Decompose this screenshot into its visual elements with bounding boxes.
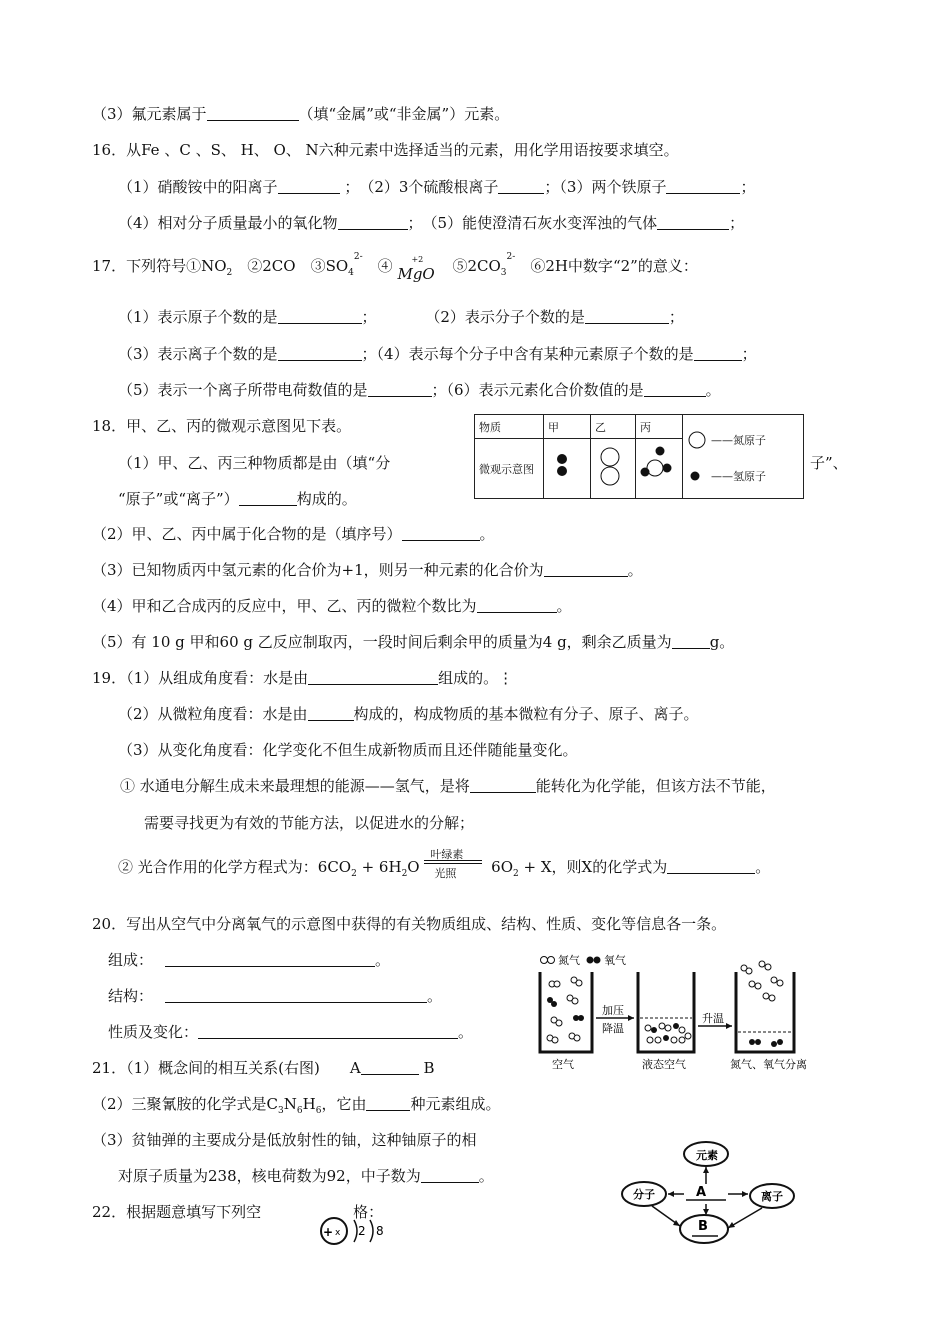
air-separation-figure: [530, 948, 820, 1072]
answer-blank[interactable]: [308, 705, 354, 721]
table-header: 丙: [636, 415, 683, 439]
q16-line1: （1）硝酸铵中的阳离子 ； （2）3个硫酸根离子 ；（3）两个铁原子 ；: [118, 178, 756, 196]
q18-line1b: “原子”或“离子”） 构成的。: [118, 490, 357, 508]
answer-blank[interactable]: [165, 954, 375, 967]
svg-text:B: B: [698, 1219, 708, 1234]
q15-part3: （3）氟元素属于 （填“金属”或“非金属”）元素。: [92, 105, 510, 123]
q18-line4: （4）甲和乙合成丙的反应中，甲、乙、丙的微粒个数比为 。: [92, 597, 572, 615]
table-header: 甲: [544, 415, 591, 439]
q17-line3: （5）表示一个离子所带电荷数值的是 ；（6）表示元素化合价数值的是 。: [118, 381, 721, 399]
answer-blank[interactable]: [368, 381, 432, 397]
answer-blank[interactable]: [672, 633, 710, 649]
answer-blank[interactable]: [278, 178, 340, 194]
q19-line6: ② 光合作用的化学方程式为：$6CO_2 + 6H_2O$ 叶绿素 光照 $6O_2 + X$，则X的化学式为 。: [118, 848, 771, 880]
table-header: 物质: [475, 415, 544, 439]
svg-text:氮气、氧气分离: 氮气、氧气分离: [730, 1058, 807, 1071]
yi-molecule-cell: [591, 439, 636, 499]
answer-blank[interactable]: [366, 1095, 410, 1111]
answer-blank[interactable]: [667, 858, 755, 874]
q17-stem: 17．下列符号$①NO_2$ ②2CO $③SO_4^{2-}$ ④ +2 MgO $⑤2CO_3^{2-}$ ⑥2H中数字“2”的意义：: [92, 252, 698, 283]
q18-line1-tail: 子”、: [810, 454, 848, 472]
answer-blank[interactable]: [361, 1059, 419, 1075]
q22-stem: 22．根据题意填写下列空 格：: [92, 1203, 384, 1221]
svg-text:元素: 元素: [696, 1149, 718, 1162]
svg-text:空气: 空气: [552, 1058, 574, 1071]
atom-structure-figure: [312, 1216, 392, 1246]
legend-nitrogen: ——氮原子: [687, 430, 799, 450]
legend-cell: [683, 415, 804, 499]
q21-line3: （3）贫铀弹的主要成分是低放射性的铀，这种铀原子的相: [92, 1131, 477, 1149]
q19-line3: （3）从变化角度看：化学变化不但生成新物质而且还伴随能量变化。: [118, 741, 578, 759]
svg-text:液态空气: 液态空气: [642, 1058, 686, 1071]
q18-line5: （5）有 10 g 甲和60 g 乙反应制取丙，一段时间后剩余甲的质量为4 g，剩余乙质量为 g。: [92, 633, 735, 651]
figure-legend: [541, 953, 627, 967]
answer-blank[interactable]: [644, 381, 706, 397]
svg-text:8: 8: [376, 1224, 384, 1238]
answer-blank[interactable]: [278, 345, 362, 361]
answer-blank[interactable]: [239, 490, 297, 506]
q19-line5: 需要寻找更为有效的节能方法，以促进水的分解；: [144, 814, 475, 832]
q19-line4: ① 水通电分解生成未来最理想的能源——氢气，是将 能转化为化学能，但该方法不节能，: [120, 777, 776, 795]
q21-line4: 对原子质量为238，核电荷数为92，中子数为 。: [118, 1167, 494, 1185]
answer-blank[interactable]: [165, 990, 427, 1003]
answer-blank[interactable]: [666, 178, 740, 194]
answer-blank[interactable]: [421, 1167, 479, 1183]
q21-line1: 21．（1）概念间的相互关系(右图) A B: [92, 1059, 435, 1077]
answer-blank[interactable]: [198, 1026, 458, 1039]
hydrogen-atom-icon: [687, 469, 707, 483]
table-header: 乙: [591, 415, 636, 439]
svg-text:加压: 加压: [602, 1004, 624, 1017]
svg-text:降温: 降温: [602, 1022, 624, 1035]
answer-blank[interactable]: [498, 178, 544, 194]
legend-hydrogen: ——氢原子: [687, 468, 799, 484]
separated-container: [736, 961, 794, 1052]
svg-text:2: 2: [358, 1224, 366, 1238]
svg-text:离子: 离子: [761, 1190, 783, 1203]
liquid-air-container: [638, 972, 694, 1052]
answer-blank[interactable]: [338, 214, 408, 230]
q18-line2: （2）甲、乙、丙中属于化合物的是（填序号） 。: [92, 525, 495, 543]
air-container: [540, 972, 592, 1052]
nitrogen-atom-icon: [687, 430, 707, 450]
bing-molecule-cell: [636, 439, 683, 499]
micro-table: [474, 414, 804, 499]
svg-text:分子: 分子: [633, 1188, 655, 1201]
q18-line1: （1）甲、乙、丙三种物质都是由（填“分: [118, 454, 391, 472]
svg-text:x: x: [335, 1228, 341, 1238]
svg-text:A: A: [696, 1185, 707, 1200]
answer-blank[interactable]: [694, 345, 742, 361]
q19-line2: （2）从微粒角度看：水是由 构成的，构成物质的基本微粒有分子、原子、离子。: [118, 705, 699, 723]
q20-composition: 组成： 。: [108, 951, 391, 969]
q16-stem: 16．从Fe 、C 、S、 H、 O、 N六种元素中选择适当的元素，用化学用语按要求填空。: [92, 141, 679, 159]
q20-stem: 20．写出从空气中分离氧气的示意图中获得的有关物质组成、结构、性质、变化等信息各一条。: [92, 915, 727, 933]
table-row-label: 微观示意图: [475, 439, 544, 499]
concept-relation-figure: [612, 1136, 808, 1248]
q18-stem: 18．甲、乙、丙的微观示意图见下表。: [92, 417, 352, 435]
svg-text:氧气: 氧气: [604, 954, 626, 967]
q18-line3: （3）已知物质丙中氢元素的化合价为+1，则另一种元素的化合价为 。: [92, 561, 643, 579]
q20-structure: 结构： 。: [108, 987, 443, 1005]
reaction-arrow: 叶绿素 光照: [424, 857, 486, 877]
bing-molecule-icon: [640, 442, 674, 492]
q16-line2: （4）相对分子质量最小的氧化物 ； （5）能使澄清石灰水变浑浊的气体 ；: [118, 214, 745, 232]
q17-line2: （3）表示离子个数的是 ；（4）表示每个分子中含有某种元素原子个数的是 ；: [118, 345, 757, 363]
answer-blank[interactable]: [477, 597, 557, 613]
q20-property: 性质及变化： 。: [108, 1023, 474, 1041]
jia-molecule-icon: [548, 445, 578, 489]
svg-text:氮气: 氮气: [558, 954, 580, 967]
answer-blank[interactable]: [278, 308, 362, 324]
q21-line2: （2）三聚氰胺的化学式是$C_3N_6H_6$，它由 种元素组成。: [92, 1095, 501, 1116]
svg-text:+: +: [323, 1225, 334, 1239]
jia-molecule-cell: [544, 439, 591, 499]
answer-blank[interactable]: [470, 777, 536, 793]
answer-blank[interactable]: [585, 308, 669, 324]
q19-line1: 19．（1）从组成角度看：水是由 组成的。⋮: [92, 669, 514, 687]
svg-text:升温: 升温: [702, 1012, 724, 1025]
answer-blank[interactable]: [544, 561, 628, 577]
answer-blank[interactable]: [308, 669, 438, 685]
answer-blank[interactable]: [207, 105, 299, 121]
yi-molecule-icon: [595, 442, 625, 492]
answer-blank[interactable]: [657, 214, 729, 230]
mgo-formula: +2 MgO: [397, 255, 435, 283]
q17-line1: （1）表示原子个数的是 ； （2）表示分子个数的是 ；: [118, 308, 684, 326]
answer-blank[interactable]: [402, 525, 480, 541]
